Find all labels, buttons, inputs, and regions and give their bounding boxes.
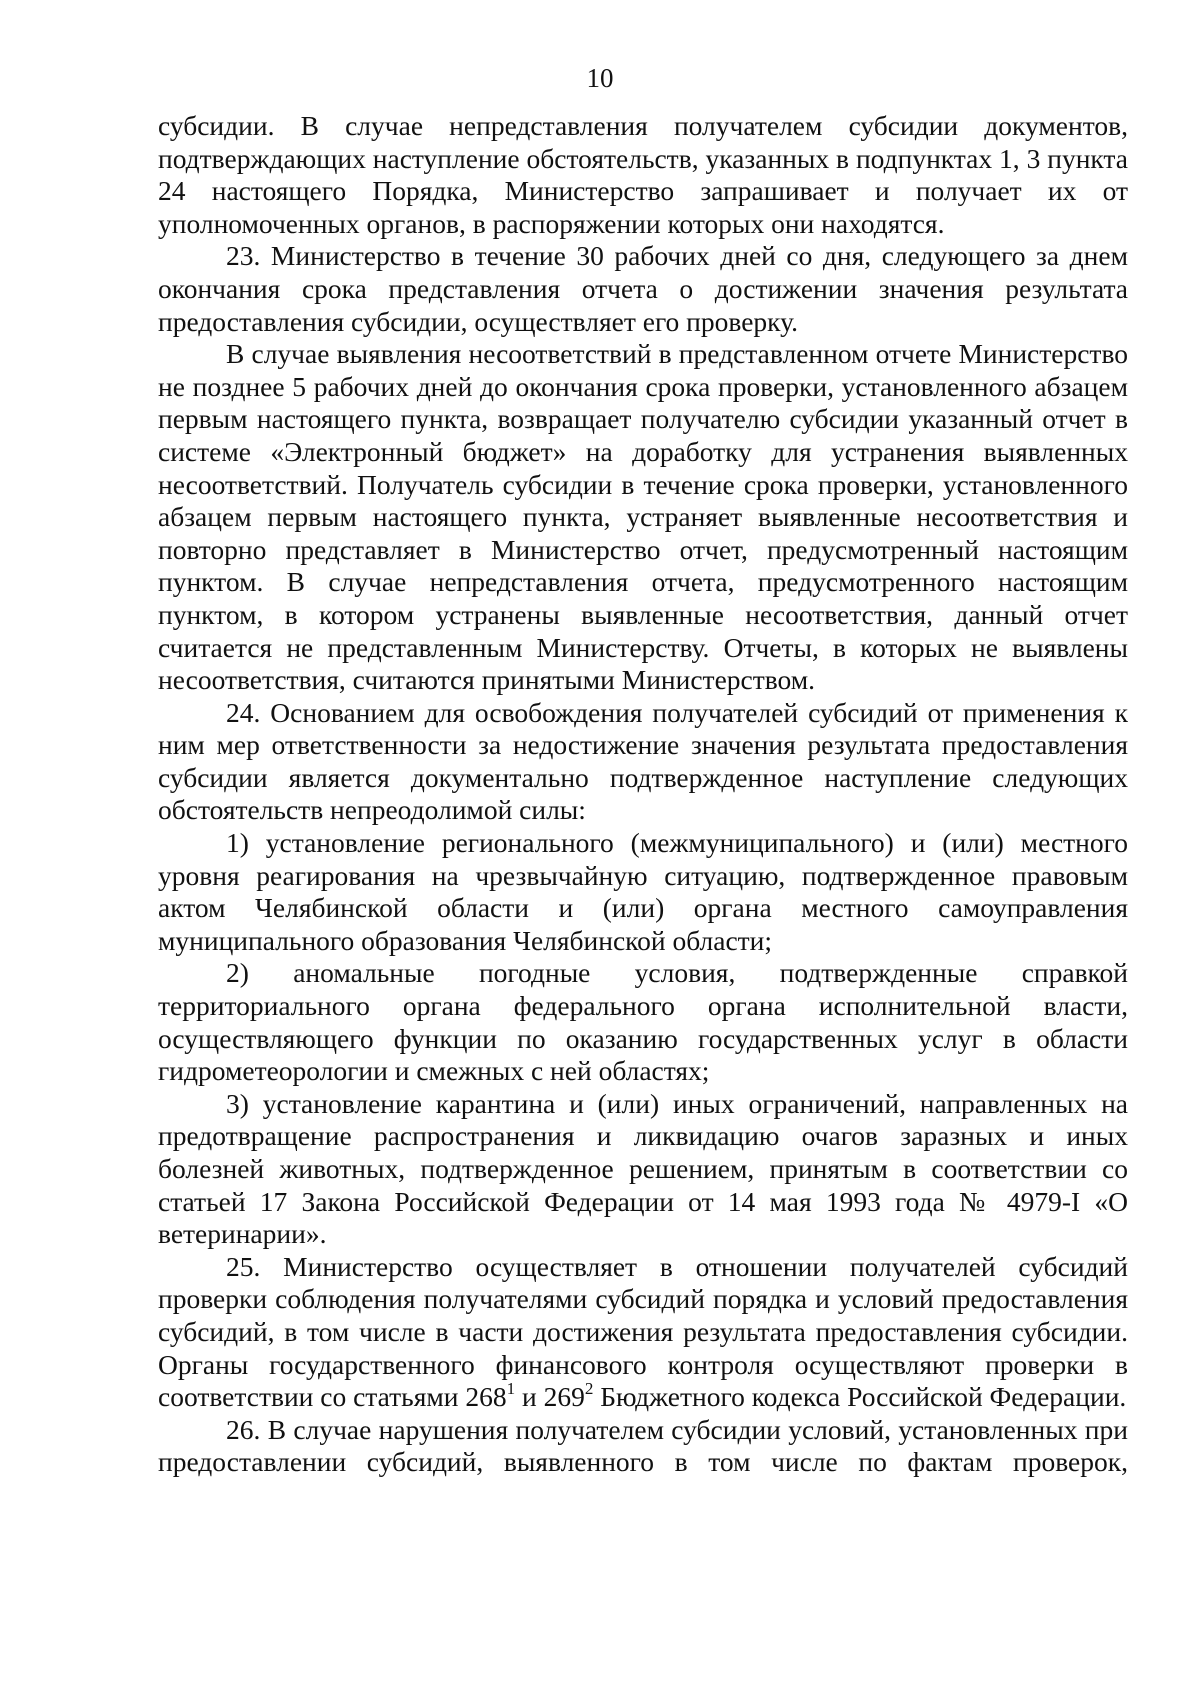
paragraph-25 bbox=[158, 1251, 1128, 1414]
paragraph-25-text-middle: и 269 bbox=[515, 1381, 585, 1413]
paragraph-23-second: В случае выявления несоответствий в представленном отчете Министерство не позднее 5 рабочих дней до окончания срока проверки, установленного абзацем первым настоящего пункта, возвращает получателю субсидии указанный отчет в системе «Электронный бюджет» на доработку для устранения выявленных несоответствий. Получатель субсидии в течение срока проверки, установленного абзацем первым настоящего пункта, устраняет выявленные несоответствия и повторно представляет в Министерство отчет, предусмотренный настоящим пунктом. В случае непредставления отчета, предусмотренного настоящим пунктом, в котором устранены выявленные несоответствия, данный отчет считается не представленным Министерству. Отчеты, в которых не выявлены несоответствия, считаются принятыми Министерством. bbox=[158, 338, 1128, 696]
paragraph-continuation: субсидии. В случае непредставления получателем субсидии документов, подтверждающих наступление обстоятельств, указанных в подпунктах 1, 3 пункта 24 настоящего Порядка, Министерство запрашивает и получает их от уполномоченных органов, в распоряжении которых они находятся. bbox=[158, 110, 1128, 239]
paragraph-24-item-1: 1) установление регионального (межмуниципального) и (или) местного уровня реагирования на чрезвычайную ситуацию, подтвержденное правовым актом Челябинской области и (или) органа местного самоуправления муниципального образования Челябинской области; bbox=[158, 827, 1128, 956]
paragraph-24-item-3: 3) установление карантина и (или) иных ограничений, направленных на предотвращение распространения и ликвидацию очагов заразных и иных болезней животных, подтвержденное решением, принятым в соответствии со статьей 17 Закона Российской Федерации от 14 мая 1993 года № 4979-I «О ветеринарии». bbox=[158, 1087, 1128, 1250]
page-number: 10 bbox=[586, 63, 614, 93]
paragraph-24: 24. Основанием для освобождения получателей субсидий от применения к ним мер ответственности за недостижение значения результата предоставления субсидии является документально подтвержденное наступление следующих обстоятельств непреодолимой силы: bbox=[158, 696, 1128, 826]
article-superscript-1: 1 bbox=[506, 1379, 516, 1399]
paragraph-25-text-after: Бюджетного кодекса Российской Федерации. bbox=[593, 1381, 1127, 1413]
paragraph-24-item-2: 2) аномальные погодные условия, подтвержденные справкой территориального органа федерального органа исполнительной власти, осуществляющего функции по оказанию государственных услуг в области гидрометеорологии и смежных с ней областях; bbox=[158, 957, 1128, 1087]
paragraph-26: 26. В случае нарушения получателем субсидии условий, установленных при предоставлении субсидий, выявленного в том числе по фактам проверок, bbox=[158, 1413, 1128, 1478]
paragraph-23: 23. Министерство в течение 30 рабочих дней со дня, следующего за днем окончания срока представления отчета о достижении значения результата предоставления субсидии, осуществляет его проверку. bbox=[158, 240, 1128, 337]
document-body bbox=[158, 110, 1128, 1479]
paragraph-25-text-before: 25. Министерство осуществляет в отношении получателей субсидий проверки соблюдения получателями субсидий порядка и условий предоставления субсидий, в том числе в части достижения результата предоставления субсидии. Органы государственного финансового контроля осуществляют проверки в соответствии со статьями 268 bbox=[158, 1250, 1128, 1413]
article-superscript-2: 2 bbox=[584, 1379, 594, 1399]
